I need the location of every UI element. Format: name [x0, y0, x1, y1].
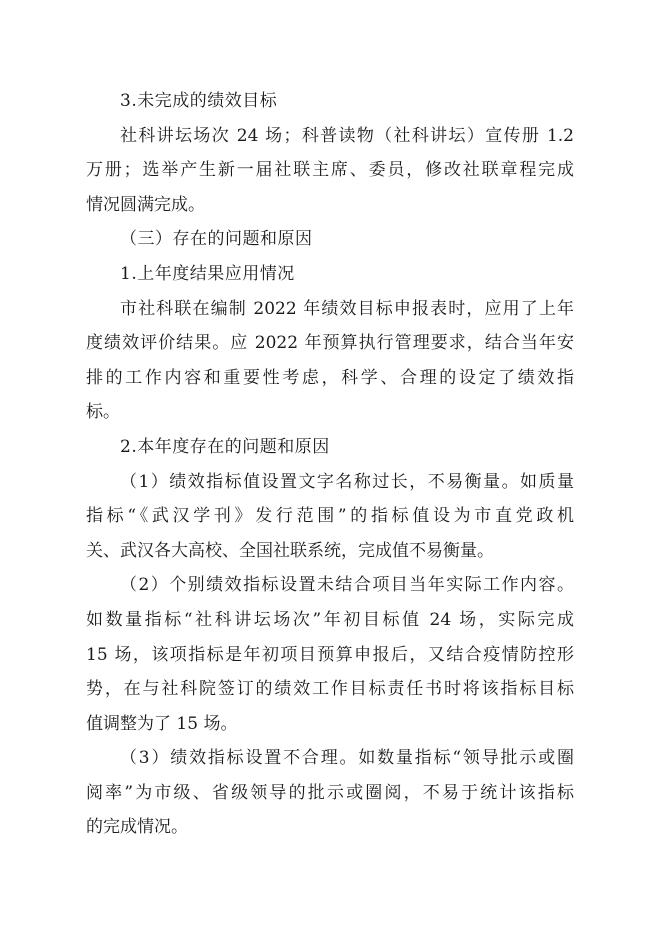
paragraph-line: （3）绩效指标设置不合理。如数量指标“领导批示或圈: [120, 748, 574, 769]
paragraph-line: 的完成情况。: [86, 817, 188, 838]
subheading-last-year-results: 1.上年度结果应用情况: [120, 263, 295, 284]
paragraph-line: 势，在与社科院签订的绩效工作目标责任书时将该指标目标: [86, 679, 574, 700]
paragraph-line: 15 场，该项指标是年初项目预算申报后，又结合疫情防控形: [86, 644, 574, 665]
paragraph-line: 情况圆满完成。: [86, 194, 205, 215]
paragraph-line: （2）个别绩效指标设置未结合项目当年实际工作内容。: [120, 575, 574, 596]
paragraph-line: 指标“《武汉学刊》发行范围”的指标值设为市直党政机: [86, 506, 574, 527]
subheading-unfinished-goals: 3.未完成的绩效目标: [120, 91, 278, 111]
paragraph-line: 万册；选举产生新一届社联主席、委员，修改社联章程完成: [86, 160, 574, 181]
section-heading-problems: （三）存在的问题和原因: [120, 229, 313, 250]
document-body: [86, 84, 574, 845]
paragraph-line: 标。: [86, 402, 120, 423]
paragraph-line: 市社科联在编制 2022 年绩效目标申报表时，应用了上年: [120, 298, 574, 319]
paragraph-line: 社科讲坛场次 24 场；科普读物（社科讲坛）宣传册 1.2: [120, 125, 574, 146]
paragraph-line: 值调整为了 15 场。: [86, 713, 238, 734]
paragraph-line: （1）绩效指标值设置文字名称过长，不易衡量。如质量: [120, 471, 574, 492]
subheading-this-year-problems: 2.本年度存在的问题和原因: [120, 436, 330, 457]
paragraph-line: 关、武汉各大高校、全国社联系统，完成值不易衡量。: [86, 540, 494, 561]
paragraph-line: 排的工作内容和重要性考虑，科学、合理的设定了绩效指: [86, 367, 574, 388]
paragraph-line: 如数量指标“社科讲坛场次”年初目标值 24 场，实际完成: [86, 609, 574, 630]
paragraph-line: 度绩效评价结果。应 2022 年预算执行管理要求，结合当年安: [86, 333, 574, 354]
paragraph-line: 阅率”为市级、省级领导的批示或圈阅，不易于统计该指标: [86, 782, 574, 803]
